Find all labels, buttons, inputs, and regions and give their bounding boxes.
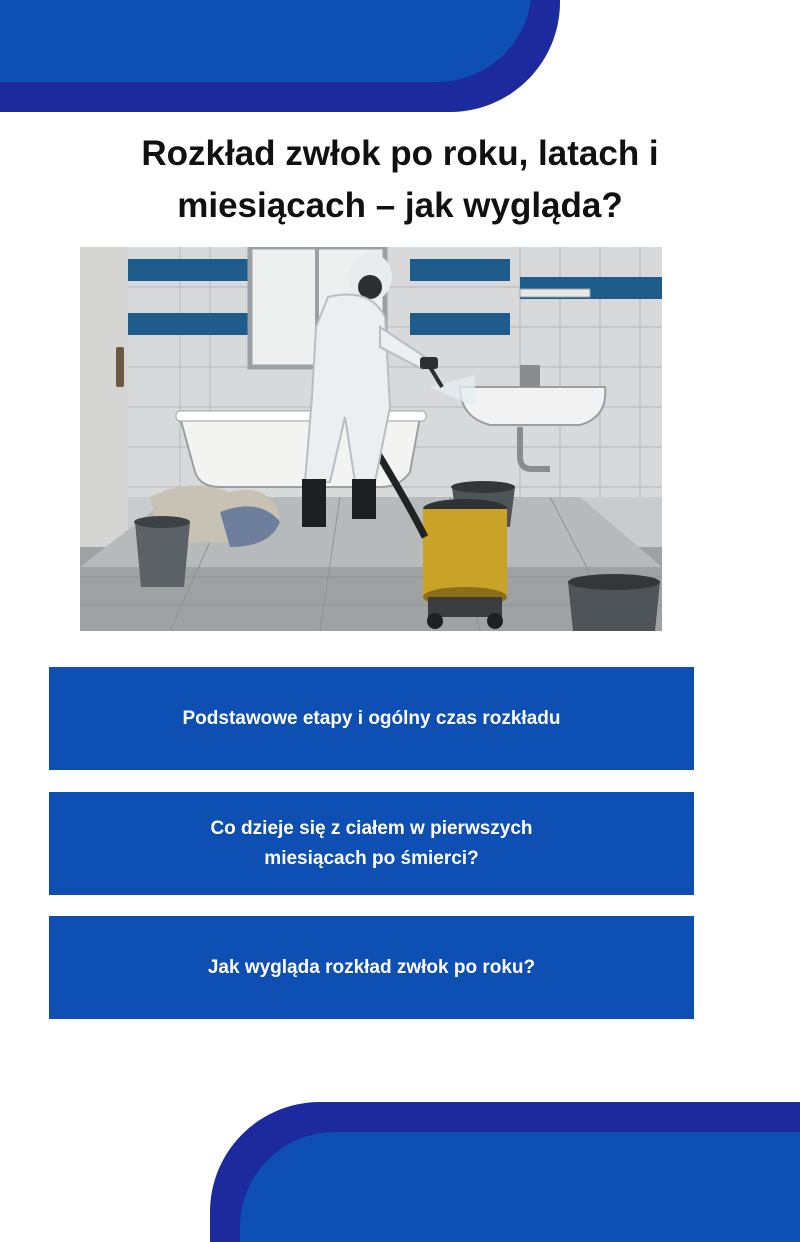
topic-card-basic-stages[interactable] xyxy=(49,667,694,770)
page-title-line-2: miesiącach – jak wygląda? xyxy=(177,186,623,225)
topic-card-label: Podstawowe etapy i ogólny czas rozkładu xyxy=(182,707,561,729)
page-title-line-1: Rozkład zwłok po roku, latach i xyxy=(141,134,659,173)
topic-card-label: Jak wygląda rozkład zwłok po roku? xyxy=(207,956,536,978)
topic-card-label-line-1: Co dzieje się z ciałem w pierwszych xyxy=(210,817,533,839)
hero-photo-illustration xyxy=(80,247,662,631)
hero-photo xyxy=(80,247,662,631)
top-decorative-shape-inner xyxy=(0,0,532,82)
bottom-decorative-shape-inner xyxy=(240,1132,800,1242)
topic-card-first-months[interactable] xyxy=(49,792,694,895)
page-title xyxy=(60,128,740,232)
topic-card-label-line-2: miesiącach po śmierci? xyxy=(264,847,479,869)
topic-card-after-one-year[interactable] xyxy=(49,916,694,1019)
topic-card-label xyxy=(210,814,532,874)
